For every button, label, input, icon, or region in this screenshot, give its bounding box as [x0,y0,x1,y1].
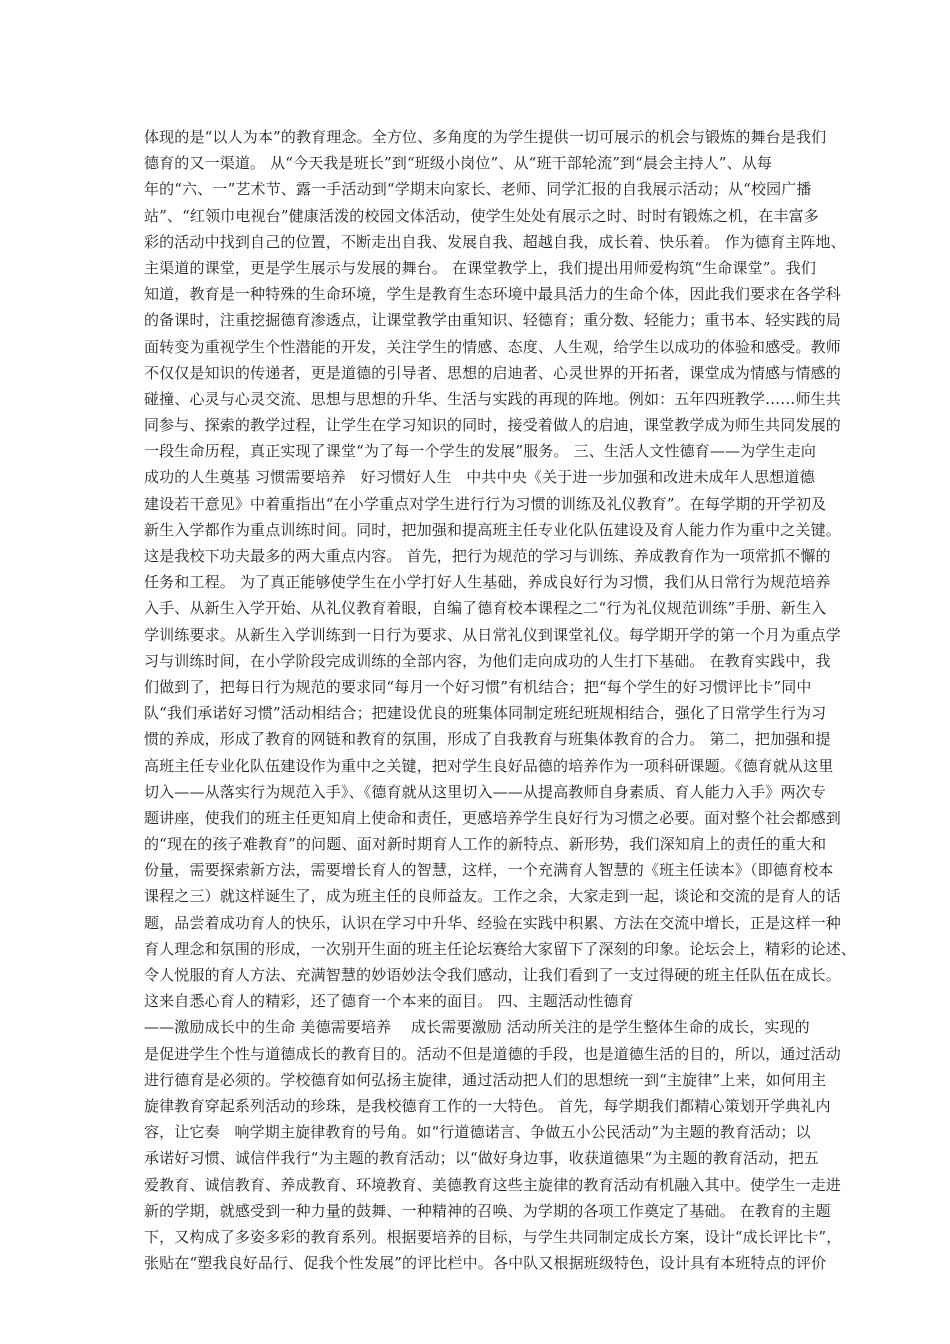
text-line: 进行德育是必须的。学校德育如何弘扬主旋律，通过活动把人们的思想统一到“主旋律”上来，如何用主 [144,1070,827,1089]
body-text [144,124,857,1276]
text-line: 任务和工程。 为了真正能够使学生在小学打好人生基础，养成良好行为习惯，我们从日常行为规范培养 [144,573,831,592]
text-line: 切入——从落实行为规范入手》、《德育就从这里切入——从提高教师自身素质、育人能力入手》两次专 [144,782,826,801]
text-line: 份量，需要探索新方法，需要增长育人的智慧，这样，一个充满育人智慧的《班主任读本》（即德育校本 [144,861,834,880]
text-line: 承诺好习惯、诚信伴我行“为主题的教育活动；以“做好身边事，收获道德果“为主题的教育活动，把五 [144,1149,819,1168]
text-line: 新的学期，就感受到一种力量的鼓舞、一种精神的召唤、为学期的各项工作奠定了基础。 在教育的主题 [144,1201,831,1220]
text-line: 惯的养成，形成了教育的网链和教育的氛围，形成了自我教育与班集体教育的合力。 第二，把加强和提 [144,730,831,749]
text-line: 体现的是“以人为本”的教育理念。全方位、多角度的为学生提供一切可展示的机会与锻炼的舞台是我们 [144,128,827,146]
text-line: 建设若干意见》中着重指出“在小学重点对学生进行行为习惯的训练及礼仪教育”。在每学期的开学初及 [144,494,827,513]
text-line: 习与训练时间，在小学阶段完成训练的全部内容，为他们走向成功的人生打下基础。 在教育实践中，我 [144,651,831,670]
text-line: 队“我们承诺好习惯”活动相结合；把建设优良的班集体同制定班纪班规相结合，强化了日常学生行为习 [144,704,827,723]
text-line: 课程之三）就这样诞生了，成为班主任的良师益友。工作之余，大家走到一起，谈论和交流的是育人的话 [144,887,841,906]
text-line: 不仅仅是知识的传递者，更是道德的引导者、思想的启迪者、心灵世界的开拓者，课堂成为情感与情感的 [144,363,841,382]
text-line: 入手、从新生入学开始、从礼仪教育着眼，自编了德育校本课程之二“行为礼仪规范训练”手册、新生入 [144,599,827,618]
text-line: 下，又构成了多姿多彩的教育系列。根据要培养的目标，与学生共同制定成长方案，设计“成长评比卡”， [144,1227,842,1246]
text-line: 们做到了，把每日行为规范的要求同“每月一个好习惯”有机结合；把“每个学生的好习惯评比卡”同中 [144,677,812,696]
text-line: 主渠道的课堂，更是学生展示与发展的舞台。 在课堂教学上，我们提出用师爱构筑“生命课堂”。我们 [144,258,817,277]
text-line: 爱教育、诚信教育、养成教育、环境教育、美德教育这些主旋律的教育活动有机融入其中。使学生一走进 [144,1175,841,1194]
text-line: 站”、“红领巾电视台”健康活泼的校园文体活动，使学生处处有展示之时、时时有锻炼之机，在丰富多 [144,206,819,225]
text-line: 旋律教育穿起系列活动的珍珠，是我校德育工作的一大特色。 首先，每学期我们都精心策划开学典礼内 [144,1096,831,1115]
text-line: 这是我校下功夫最多的两大重点内容。 首先，把行为规范的学习与训练、养成教育作为一项常抓不懈的 [144,547,831,565]
text-line: 新生入学都作为重点训练时间。同时，把加强和提高班主任专业化队伍建设及育人能力作为重中之关键。 [144,520,841,539]
text-line: 这来自悉心育人的精彩，还了德育一个本来的面目。 四、主题活动性德育 [144,992,634,1011]
text-line: 知道，教育是一种特殊的生命环境，学生是教育生态环境中最具活力的生命个体，因此我们要求在各学科 [144,285,841,304]
text-line: 容，让它奏 响学期主旋律教育的号角。如“行道德诺言、争做五小公民活动”为主题的教育活动；以 [144,1123,811,1142]
text-line: 高班主任专业化队伍建设作为重中之关键，把对学生良好品德的培养作为一项科研课题。《德育就从这里 [144,756,834,775]
text-line: 育人理念和氛围的形成，一次别开生面的班主任论坛赛给大家留下了深刻的印象。论坛会上，精彩的论述、 [144,939,857,958]
text-line: 学训练要求。从新生入学训练到一日行为要求、从日常礼仪到课堂礼仪。每学期开学的第一个月为重点学 [144,625,841,644]
text-line: 德育的又一渠道。 从“今天我是班长”到“班级小岗位”、从“班干部轮流”到“晨会主持人”、从每 [144,154,773,173]
text-line: ——激励成长中的生命 美德需要培养 成长需要激励 活动所关注的是学生整体生命的成长，实现的 [144,1018,810,1037]
text-line: 是促进学生个性与道德成长的教育目的。活动不但是道德的手段，也是道德生活的目的，所以，通过活动 [144,1044,841,1063]
text-line: 一段生命历程，真正实现了课堂“为了每一个学生的发展”服务。 三、生活人文性德育——为学生走向 [144,442,817,461]
text-line: 令人悦服的育人方法、充满智慧的妙语妙法令我们感动，让我们看到了一支过得硬的班主任队伍在成长。 [144,966,841,984]
text-line: 张贴在“塑我良好品行、促我个性发展”的评比栏中。各中队又根据班级特色，设计具有本班特点的评价 [144,1254,827,1273]
text-line: 彩的活动中找到自己的位置，不断走出自我、发展自我、超越自我，成长着、快乐着。 作为德育主阵地、 [144,232,846,251]
text-line: 同参与、探索的教学过程，让学生在学习知识的同时，接受着做人的启迪，课堂教学成为师生共同发展的 [144,416,841,435]
text-line: 碰撞、心灵与心灵交流、思想与思想的升华、生活与实践的再现的阵地。例如：五年四班教学……师生共 [144,389,841,408]
text-line: 成功的人生奠基 习惯需要培养 好习惯好人生 中共中央《关于进一步加强和改进未成年人思想道德 [144,468,815,487]
text-line: 的“现在的孩子难教育”的问题、面对新时期育人工作的新特点、新形势，我们深知肩上的责任的重大和 [144,835,827,854]
text-line: 面转变为重视学生个性潜能的开发，关注学生的情感、态度、人生观，给学生以成功的体验和感受。教师 [144,337,841,356]
text-line: 题讲座，使我们的班主任更知肩上使命和责任，更感培养学生良好行为习惯之必要。面对整个社会都感到 [144,808,841,827]
text-line: 题，品尝着成功育人的快乐，认识在学习中升华、经验在实践中积累、方法在交流中增长，正是这样一种 [144,913,841,932]
text-line: 年的“六、一”艺术节、露一手活动到“学期末向家长、老师、同学汇报的自我展示活动；从“校园广播 [144,180,812,199]
text-line: 的备课时，注重挖掘德育渗透点，让课堂教学由重知识、轻德育；重分数、轻能力；重书本、轻实践的局 [144,311,841,330]
